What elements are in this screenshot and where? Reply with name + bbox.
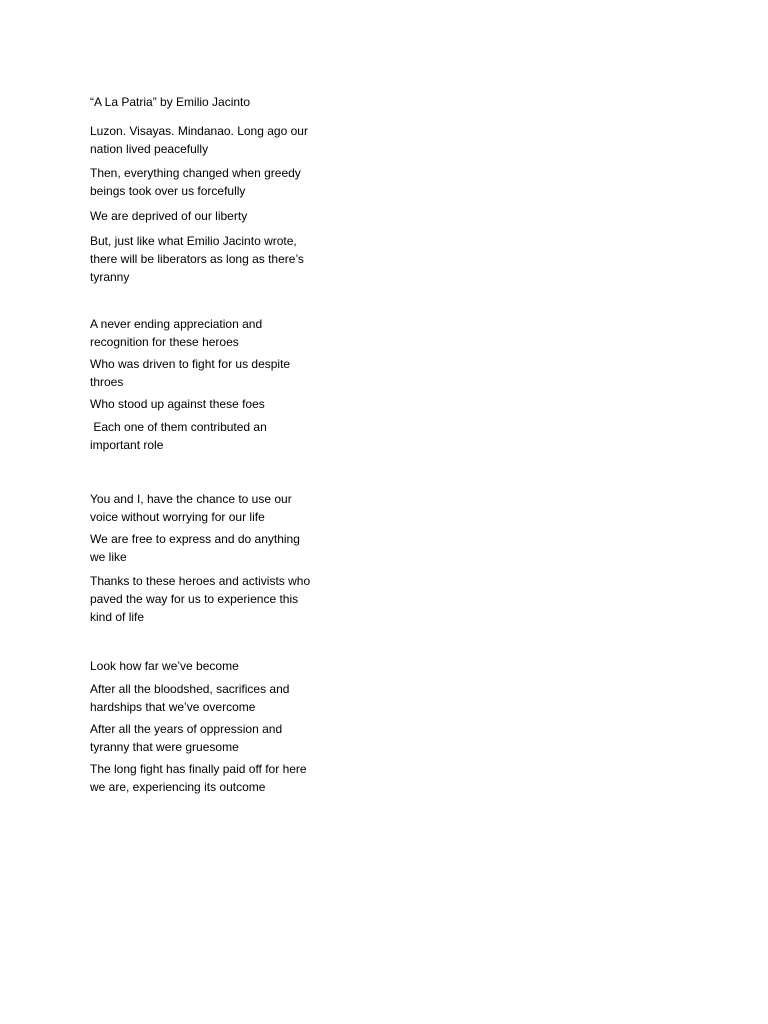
stanza-line: kind of life — [90, 610, 145, 624]
stanza-line: A never ending appreciation and — [90, 317, 263, 331]
stanza-line: nation lived peacefully — [90, 142, 209, 156]
stanza-line: we are, experiencing its outcome — [90, 780, 266, 794]
stanza-line: Who stood up against these foes — [90, 397, 265, 411]
stanza-line: tyranny — [90, 270, 130, 284]
stanza-line: voice without worrying for our life — [90, 510, 265, 524]
stanza-line: Who was driven to fight for us despite — [90, 357, 291, 371]
stanza-line: Thanks to these heroes and activists who — [90, 574, 311, 588]
stanza-line: Luzon. Visayas. Mindanao. Long ago our — [90, 124, 308, 138]
stanza-line: hardships that we’ve overcome — [90, 700, 256, 714]
stanza-line: Then, everything changed when greedy — [90, 166, 301, 180]
stanza-line: recognition for these heroes — [90, 335, 239, 349]
poem-title: “A La Patria” by Emilio Jacinto — [90, 95, 251, 109]
stanza-line: We are free to express and do anything — [90, 532, 300, 546]
stanza-line: we like — [90, 550, 127, 564]
stanza-line: throes — [90, 375, 124, 389]
stanza-line: important role — [90, 438, 164, 452]
stanza-line: paved the way for us to experience this — [90, 592, 299, 606]
stanza-line: You and I, have the chance to use our — [90, 492, 292, 506]
stanza-line: We are deprived of our liberty — [90, 209, 248, 223]
stanza-line: But, just like what Emilio Jacinto wrote, — [90, 234, 297, 248]
stanza-line: beings took over us forcefully — [90, 184, 246, 198]
stanza-line: The long fight has finally paid off for here — [90, 762, 307, 776]
stanza-line: Each one of them contributed an — [90, 420, 267, 434]
stanza-line: After all the years of oppression and — [90, 722, 283, 736]
stanza-line: Look how far we’ve become — [90, 659, 239, 673]
stanza-line: there will be liberators as long as there’s — [90, 252, 304, 266]
stanza-line: tyranny that were gruesome — [90, 740, 239, 754]
stanza-line: After all the bloodshed, sacrifices and — [90, 682, 290, 696]
